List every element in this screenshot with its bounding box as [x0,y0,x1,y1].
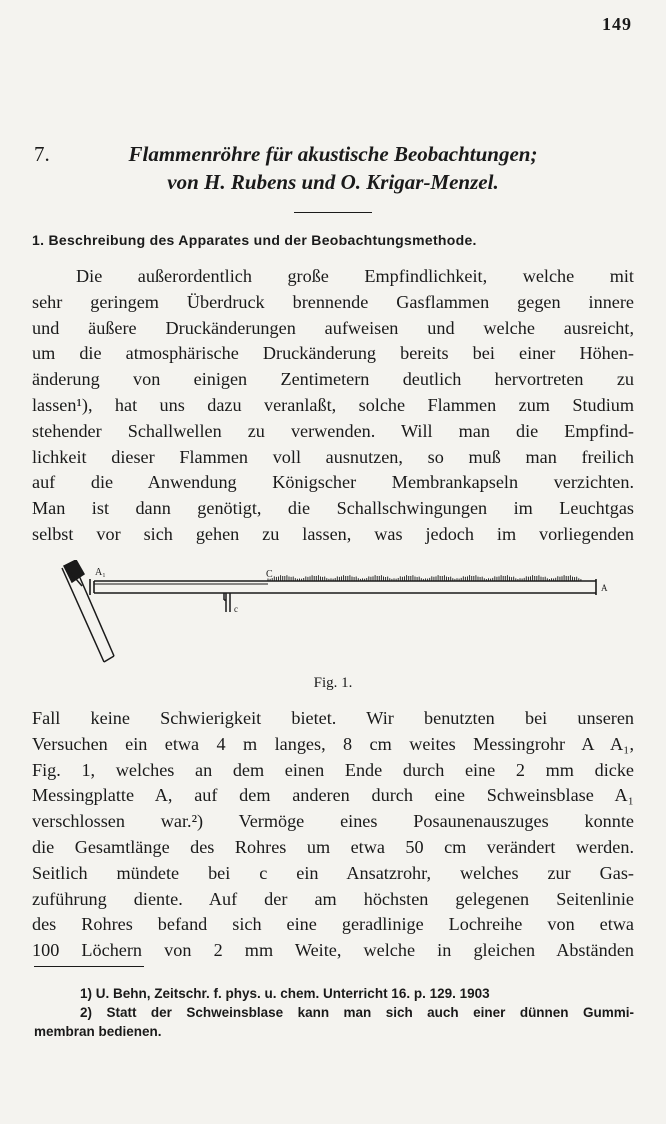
brass-tube [90,579,596,595]
figure-1-flame-tube-diagram [58,560,618,670]
paragraph-2 [32,706,634,964]
text-line: Messingplatte A, auf dem anderen durch eine Schweinsblase A₁ [32,785,634,806]
gas-inlet-tube [224,593,230,612]
figure-caption: Fig. 1. [313,675,353,691]
text-line: und äußere Druckänderungen aufweisen und welche ausreicht, [32,317,634,338]
footnote-2: 2) Statt der Schweinsblase kann man sich auch einer dünnen Gummi- [80,1005,634,1020]
title-separator-rule [294,212,372,213]
footnotes [34,984,634,1041]
text-line: Man ist dann genötigt, die Schallschwingungen im Leuchtgas [32,498,634,519]
text-line: sehr geringem Überdruck brennende Gasflammen gegen innere [32,291,634,312]
label-a1: A₁ [95,567,106,578]
slide-tube-holder [62,560,114,662]
label-a: A [601,583,608,593]
text-line: selbst vor sich gehen zu lassen, was jedoch im vorliegenden [32,523,634,544]
text-line: lassen¹), hat uns dazu veranlaßt, solche Flammen zum Studium [32,394,634,415]
label-c-bottom: c [234,604,238,614]
text-line: des Rohres befand sich eine geradlinige Lochreihe von etwa [32,914,634,935]
section-heading: 1. Beschreibung des Apparates und der Beobachtungsmethode. [32,232,477,248]
text-line: um die atmosphärische Druckänderung bereits bei einer Höhen- [32,343,634,364]
flame-row [268,575,581,581]
text-line: 100 Löchern von 2 mm Weite, welche in gleichen Abständen [32,940,634,961]
label-c-top: C [266,569,273,580]
article-title-line-2: von H. Rubens und O. Krigar-Menzel. [167,170,499,194]
page-number: 149 [602,14,632,34]
article-number: 7. [34,142,50,166]
text-line: Fig. 1, welches an dem einen Ende durch eine 2 mm dicke [32,759,634,780]
text-line: lichkeit dieser Flammen voll ausnutzen, so muß man freilich [32,446,634,467]
text-line: Fall keine Schwierigkeit bietet. Wir benutzten bei unseren [32,708,634,728]
text-line: auf die Anwendung Königscher Membrankapseln verzichten. [32,472,634,493]
article-title [30,140,636,196]
text-line: die Gesamtlänge des Rohres um etwa 50 cm verändert werden. [32,836,634,857]
footnote-2-continued: membran bedienen. [34,1024,162,1039]
footnote-rule [34,966,144,967]
paragraph-1 [32,264,634,548]
text-line: stehender Schallwellen zu verwenden. Will man die Empfind- [32,420,634,441]
article-title-line-1: Flammenröhre für akustische Beobachtungen; [128,142,538,166]
text-line: Die außerordentlich große Empfindlichkeit, welche mit [76,266,634,286]
text-line: zuführung diente. Auf der am höchsten gelegenen Seitenlinie [32,888,634,909]
text-line: Versuchen ein etwa 4 m langes, 8 cm weites Messingrohr A A₁, [32,733,634,754]
text-line: änderung von einigen Zentimetern deutlich hervortreten zu [32,369,634,390]
text-line: Seitlich mündete bei c ein Ansatzrohr, welches zur Gas- [32,862,634,883]
text-line: verschlossen war.²) Vermöge eines Posaunenauszuges konnte [32,811,634,832]
footnote-1: 1) U. Behn, Zeitschr. f. phys. u. chem. Unterricht 16. p. 129. 1903 [80,986,490,1001]
